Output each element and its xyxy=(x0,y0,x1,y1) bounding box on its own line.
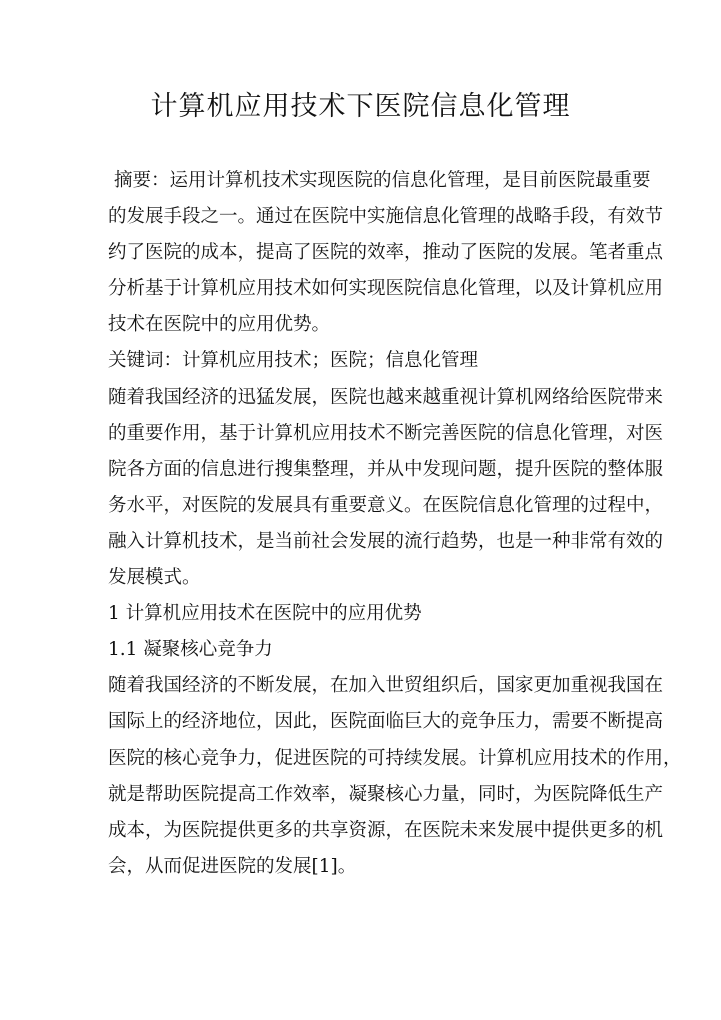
paragraph-line: 医院的核心竞争力，促进医院的可持续发展。计算机应用技术的作用， xyxy=(108,747,682,769)
paragraph-line: 院各方面的信息进行搜集整理，并从中发现问题，提升医院的整体服 xyxy=(108,458,664,480)
abstract-line: 技术在医院中的应用优势。 xyxy=(108,314,331,336)
document-body xyxy=(108,163,682,885)
paragraph-line: 随着我国经济的不断发展，在加入世贸组织后，国家更加重视我国在 xyxy=(108,675,664,697)
paragraph-line: 就是帮助医院提高工作效率，凝聚核心力量，同时，为医院降低生产 xyxy=(108,783,664,805)
subsection-heading: 1.1 凝聚核心竞争力 xyxy=(108,639,273,661)
abstract-line: 分析基于计算机应用技术如何实现医院信息化管理，以及计算机应用 xyxy=(108,278,664,300)
paragraph-line: 随着我国经济的迅猛发展，医院也越来越重视计算机网络给医院带来 xyxy=(108,386,664,408)
paragraph-line: 发展模式。 xyxy=(108,567,201,589)
abstract-line: 摘要：运用计算机技术实现医院的信息化管理，是目前医院最重要 xyxy=(114,170,651,191)
paragraph-line: 的重要作用，基于计算机应用技术不断完善医院的信息化管理，对医 xyxy=(108,422,664,444)
subsection-paragraph xyxy=(108,668,682,885)
keywords: 关键词：计算机应用技术；医院；信息化管理 xyxy=(108,350,479,372)
paragraph-line: 务水平，对医院的发展具有重要意义。在医院信息化管理的过程中， xyxy=(108,494,664,516)
abstract xyxy=(108,163,664,343)
abstract-line: 约了医院的成本，提高了医院的效率，推动了医院的发展。笔者重点 xyxy=(108,242,664,264)
paragraph-line: 会，从而促进医院的发展[1]。 xyxy=(108,855,357,877)
paragraph-line: 融入计算机技术，是当前社会发展的流行趋势，也是一种非常有效的 xyxy=(108,530,664,552)
paragraph-line: 成本，为医院提供更多的共享资源，在医院未来发展中提供更多的机 xyxy=(108,819,664,841)
document-title: 计算机应用技术下医院信息化管理 xyxy=(150,91,571,122)
intro-paragraph xyxy=(108,380,664,597)
abstract-line: 的发展手段之一。通过在医院中实施信息化管理的战略手段，有效节 xyxy=(108,206,664,228)
paragraph-line: 国际上的经济地位，因此，医院面临巨大的竞争压力，需要不断提高 xyxy=(108,711,664,733)
section-heading: 1 计算机应用技术在医院中的应用优势 xyxy=(108,603,422,625)
